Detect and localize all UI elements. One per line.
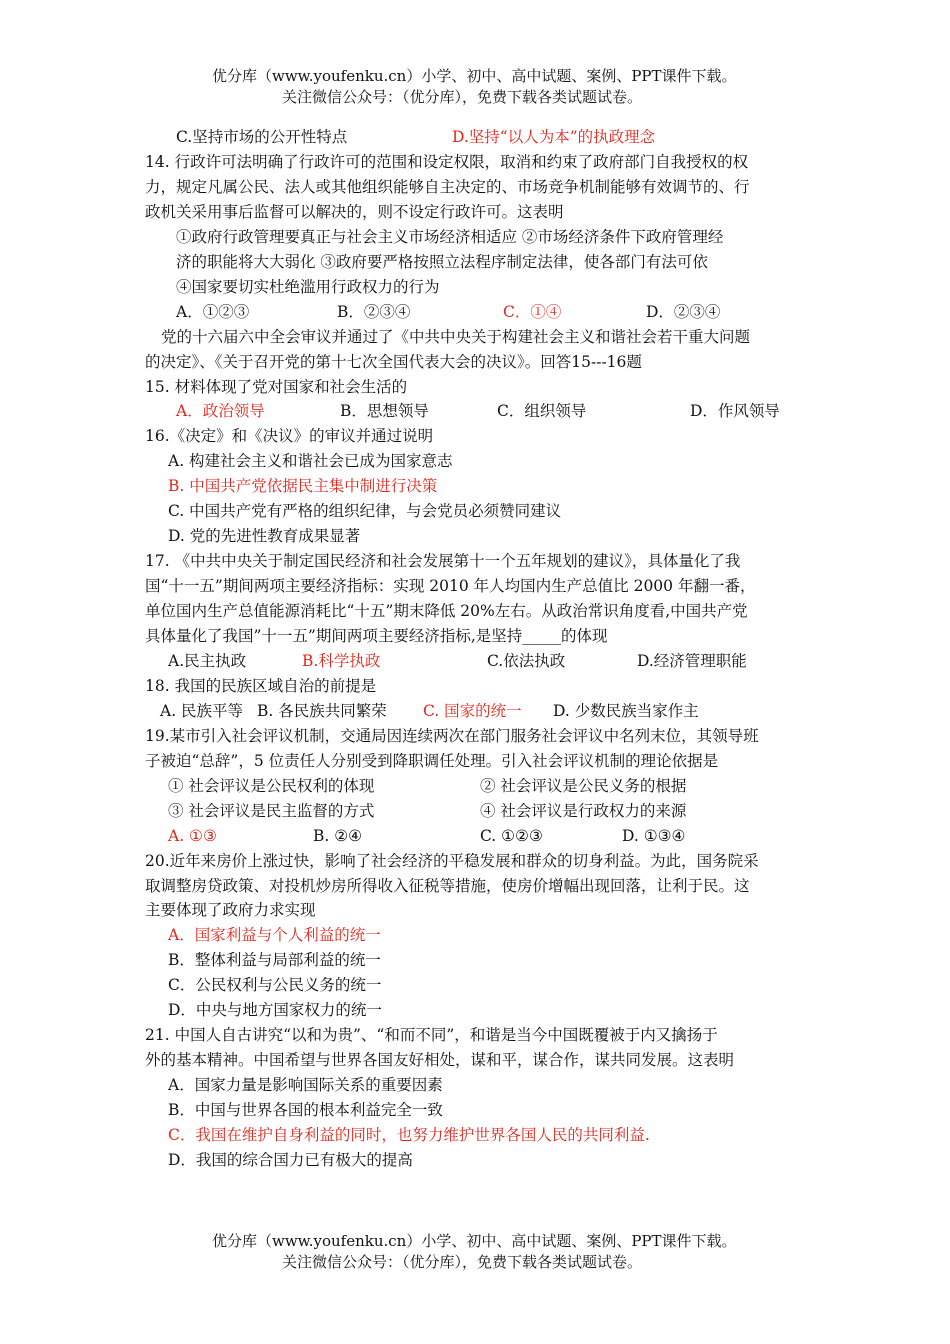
q18-option-d: D. 少数民族当家作主 bbox=[553, 702, 699, 720]
q14-option-b: B．②③④ bbox=[337, 303, 411, 321]
q14-item-line-3: ④国家要切实杜绝滥用行政权力的行为 bbox=[176, 278, 440, 296]
q17-option-d: D.经济管理职能 bbox=[637, 652, 747, 670]
q14-option-d: D．②③④ bbox=[646, 303, 721, 321]
q17-stem-line-4: 具体量化了我国”十一五”期间两项主要经济指标,是坚持_____的体现 bbox=[145, 627, 608, 645]
q21-stem-line-1: 21. 中国人自古讲究“以和为贵”、“和而不同”，和谐是当今中国既覆被于内又擒扬于 bbox=[145, 1026, 718, 1044]
q16-option-b-answer: B. 中国共产党依据民主集中制进行决策 bbox=[168, 477, 438, 495]
q17-option-a: A.民主执政 bbox=[168, 652, 247, 670]
q15-option-a-answer: A．政治领导 bbox=[176, 402, 265, 420]
q20-stem-line-3: 主要体现了政府力求实现 bbox=[145, 901, 316, 919]
q18-option-c-answer: C. 国家的统一 bbox=[423, 702, 522, 720]
q21-stem-line-2: 外的基本精神。中国希望与世界各国友好相处，谋和平，谋合作，谋共同发展。这表明 bbox=[145, 1051, 735, 1069]
q20-option-d: D．中央与地方国家权力的统一 bbox=[168, 1001, 382, 1019]
q14-item-line-1: ①政府行政管理要真正与社会主义市场经济相适应 ②市场经济条件下政府管理经 bbox=[176, 228, 724, 246]
q19-option-c: C. ①②③ bbox=[480, 827, 543, 845]
q14-stem-line-2: 力，规定凡属公民、法人或其他组织能够自主决定的、市场竞争机制能够有效调节的、行 bbox=[145, 178, 750, 196]
q18-stem: 18. 我国的民族区域自治的前提是 bbox=[145, 677, 377, 695]
q17-option-b-answer: B.科学执政 bbox=[302, 652, 381, 670]
q19-option-d: D. ①③④ bbox=[622, 827, 686, 845]
q16-stem: 16.《决定》和《决议》的审议并通过说明 bbox=[145, 427, 434, 445]
q21-option-a: A．国家力量是影响国际关系的重要因素 bbox=[168, 1076, 443, 1094]
q17-option-c: C.依法执政 bbox=[487, 652, 566, 670]
q19-option-a-answer: A. ①③ bbox=[168, 827, 217, 845]
q14-stem-line-3: 政机关采用事后监督可以解决的，则不设定行政许可。这表明 bbox=[145, 203, 564, 221]
q18-option-a: A. 民族平等 bbox=[160, 702, 244, 720]
q19-item-1: ① 社会评议是公民权利的体现 bbox=[168, 777, 375, 795]
q20-stem-line-2: 取调整房贷政策、对投机炒房所得收入征税等措施，使房价增幅出现回落，让利于民。这 bbox=[145, 877, 750, 895]
q19-stem-line-2: 子被迫“总辞”，5 位责任人分别受到降职调任处理。引入社会评议机制的理论依据是 bbox=[145, 752, 719, 770]
page-header-line-2: 关注微信公众号：（优分库），免费下载各类试题试卷。 bbox=[282, 88, 643, 106]
q18-option-b: B. 各民族共同繁荣 bbox=[257, 702, 387, 720]
page-footer-line-2: 关注微信公众号：（优分库），免费下载各类试题试卷。 bbox=[282, 1253, 643, 1271]
q17-stem-line-1: 17. 《中共中央关于制定国民经济和社会发展第十一个五年规划的建议》，具体量化了我 bbox=[145, 552, 741, 570]
q16-option-c: C. 中国共产党有严格的组织纪律，与会党员必须赞同建议 bbox=[168, 502, 562, 520]
q15-option-b: B．思想领导 bbox=[340, 402, 429, 420]
material-line-1: 党的十六届六中全会审议并通过了《中共中央关于构建社会主义和谐社会若干重大问题 bbox=[161, 328, 751, 346]
q19-stem-line-1: 19.某市引入社会评议机制，交通局因连续两次在部门服务社会评议中名列末位，其领导班 bbox=[145, 727, 759, 745]
q15-option-c: C．组织领导 bbox=[497, 402, 587, 420]
q15-stem: 15. 材料体现了党对国家和社会生活的 bbox=[145, 378, 408, 396]
page-header-line-1: 优分库（www.youfenku.cn）小学、初中、高中试题、案例、PPT课件下载。 bbox=[212, 67, 737, 85]
q17-stem-line-2: 国“十一五”期间两项主要经济指标：实现 2010 年人均国内生产总值比 2000 年翻一番， bbox=[145, 577, 756, 595]
q16-option-a: A. 构建社会主义和谐社会已成为国家意志 bbox=[168, 452, 453, 470]
page-footer-line-1: 优分库（www.youfenku.cn）小学、初中、高中试题、案例、PPT课件下载。 bbox=[212, 1232, 737, 1250]
q19-item-2: ② 社会评议是公民义务的根据 bbox=[480, 777, 687, 795]
q14-item-line-2: 济的职能将大大弱化 ③政府要严格按照立法程序制定法律，使各部门有法可依 bbox=[176, 253, 708, 271]
q20-option-a-answer: A．国家利益与个人利益的统一 bbox=[168, 926, 381, 944]
q14-option-a: A．①②③ bbox=[176, 303, 250, 321]
q20-option-c: C．公民权利与公民义务的统一 bbox=[168, 976, 382, 994]
q16-option-d: D. 党的先进性教育成果显著 bbox=[168, 527, 361, 545]
q19-item-4: ④ 社会评议是行政权力的来源 bbox=[480, 802, 687, 820]
q17-stem-line-3: 单位国内生产总值能源消耗比“十五”期末降低 20%左右。从政治常识角度看,中国共产党 bbox=[145, 602, 748, 620]
q20-stem-line-1: 20.近年来房价上涨过快，影响了社会经济的平稳发展和群众的切身利益。为此，国务院采 bbox=[145, 852, 759, 870]
q21-option-c-answer: C．我国在维护自身利益的同时，也努力维护世界各国人民的共同利益. bbox=[168, 1126, 650, 1144]
q13-option-d-answer: D.坚持“以人为本”的执政理念 bbox=[452, 128, 656, 146]
q14-option-c-answer: C．①④ bbox=[503, 303, 562, 321]
q13-option-c: C.坚持市场的公开性特点 bbox=[176, 128, 348, 146]
q15-option-d: D．作风领导 bbox=[690, 402, 780, 420]
material-line-2: 的决定》、《关于召开党的第十七次全国代表大会的决议》。回答15---16题 bbox=[145, 353, 642, 371]
q21-option-b: B．中国与世界各国的根本利益完全一致 bbox=[168, 1101, 443, 1119]
q14-stem-line-1: 14. 行政许可法明确了行政许可的范围和设定权限，取消和约束了政府部门自我授权的权 bbox=[145, 153, 749, 171]
q19-item-3: ③ 社会评议是民主监督的方式 bbox=[168, 802, 375, 820]
q20-option-b: B．整体利益与局部利益的统一 bbox=[168, 951, 381, 969]
q21-option-d: D．我国的综合国力已有极大的提高 bbox=[168, 1151, 413, 1169]
q19-option-b: B. ②④ bbox=[313, 827, 363, 845]
